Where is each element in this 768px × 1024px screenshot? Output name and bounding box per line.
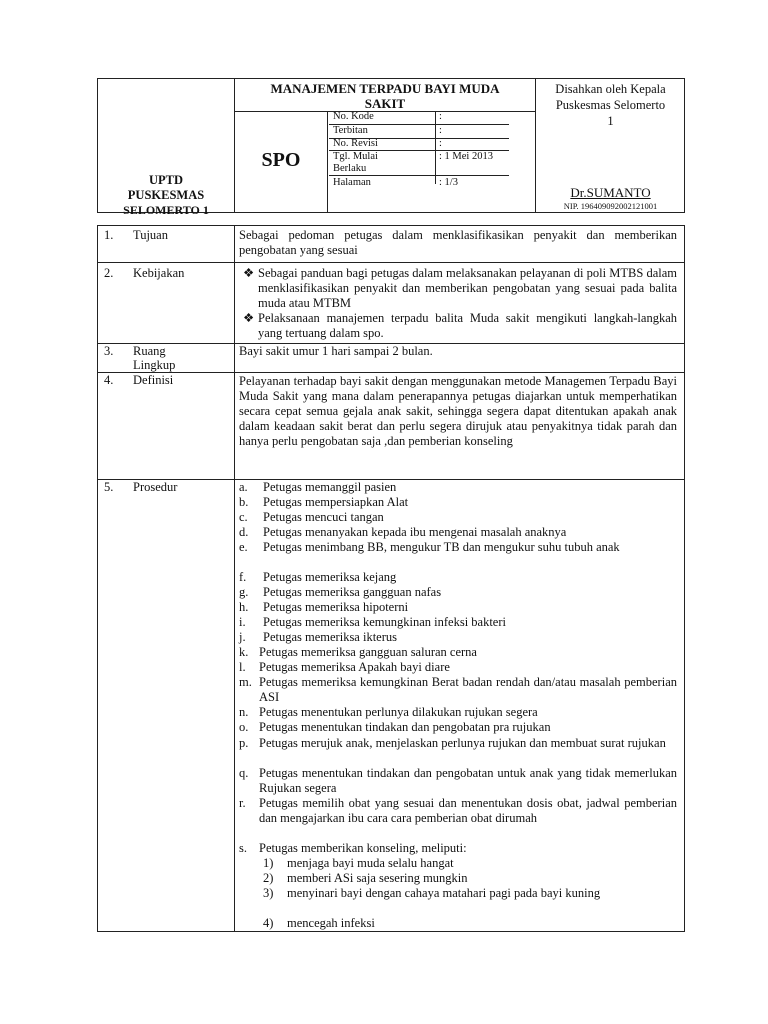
row-number: 1. [104,228,114,242]
title-cell [235,79,535,212]
approval-line-1: Disahkan oleh Kepala [555,82,666,96]
approval-cell [535,79,685,212]
step-marker: p. [239,736,249,750]
step-text: Petugas memeriksa gangguan nafas [263,585,442,599]
org-line-3: SELOMERTO 1 [123,203,209,217]
ruang-lingkup-text: Bayi sakit umur 1 hari sampai 2 bulan. [239,344,433,358]
row-label: Definisi [133,373,174,387]
step-marker: h. [239,600,249,614]
step-marker: d. [239,525,249,539]
row-definisi [98,373,684,479]
step-marker: c. [239,510,248,524]
step-marker: e. [239,540,248,554]
spo-label: SPO [261,149,301,171]
meta-label: No. Kode [333,111,374,122]
meta-value: : [439,125,442,136]
step-marker: a. [239,480,248,494]
substep-text: menyinari bayi dengan cahaya matahari pagi pada bayi kuning [287,886,601,900]
meta-label: Tgl. Mulai [333,151,378,162]
spo-divider [327,111,328,212]
meta-value: : 1/3 [439,177,458,188]
substep-text: memberi ASi saja sesering mungkin [287,871,468,885]
substep-marker: 1) [263,856,274,870]
definisi-text: Pelayanan terhadap bayi sakit dengan menggunakan metode Managemen Terpadu Bayi Muda Sakit yang mana dalam penerapannya petugas diajarkan untuk memperhatikan secara cepat semua gejala anak sakit, sehingga segera dapat ditentukan apakah anak dalam keadaan sakit berat dan perlu segera dirujuk atau penyakitnya tidak parah dan hanya perlu pengobatan saja ,dan pemberian konseling [239,374,677,448]
header-table [97,78,685,217]
step-text: Petugas menentukan tindakan dan pengobatan untuk anak yang tidak memerlukan Rujukan segera [259,766,677,795]
step-marker: n. [239,705,249,719]
doctor-name: Dr.SUMANTO [570,185,651,200]
meta-label: Halaman [333,177,371,188]
step-marker: q. [239,766,249,780]
meta-value: : [439,138,442,149]
step-marker: k. [239,645,249,659]
step-marker: f. [239,570,247,584]
step-text: Petugas mencuci tangan [263,510,384,524]
row-tujuan [98,226,684,262]
substep-text: mencegah infeksi [287,916,375,930]
org-line-2: PUSKESMAS [127,188,205,202]
row-number: 3. [104,344,114,358]
substep-marker: 4) [263,916,274,930]
substep-text: menjaga bayi muda selalu hangat [287,856,454,870]
step-text: Petugas merujuk anak, menjelaskan perlunya rujukan dan membuat surat rujukan [259,736,666,750]
approval-line-2: Puskesmas Selomerto [555,98,666,112]
meta-divider [435,111,436,184]
step-marker: b. [239,495,249,509]
step-text: Petugas memeriksa kemungkinan Berat badan rendah dan/atau masalah pemberian ASI [259,675,677,704]
substep-marker: 2) [263,871,274,885]
step-text: Petugas memilih obat yang sesuai dan menentukan dosis obat, jadwal pemberian dan mengajarkan ibu cara cara pemberian obat dirumah [259,796,677,825]
step-text: Petugas menanyakan kepada ibu mengenai masalah anaknya [263,525,567,539]
approval-text [536,81,685,129]
meta-label: No. Revisi [333,138,378,149]
step-marker: g. [239,585,249,599]
document-title [235,81,535,111]
bullet-text: Sebagai panduan bagi petugas dalam melaksanakan pelayanan di poli MTBS dalam menklasifikasikan penyakit dan memberikan pengobatan yang sesuai pada balita muda atau MTBM [258,266,677,310]
title-line-1: MANAJEMEN TERPADU BAYI MUDA [270,81,500,96]
step-text: Petugas menentukan perlunya dilakukan rujukan segera [259,705,538,719]
meta-line [329,175,509,176]
row-prosedur [98,480,684,931]
step-marker: m. [239,675,252,689]
meta-label: Terbitan [333,125,368,136]
approval-line-3: 1 [607,114,614,128]
row-number: 4. [104,373,114,387]
step-text: Petugas memanggil pasien [263,480,397,494]
row-label-line-2: Lingkup [133,358,176,372]
step-text: Petugas memeriksa hipoterni [263,600,409,614]
step-text: Petugas menentukan tindakan dan pengobatan pra rujukan [259,720,551,734]
step-marker: l. [239,660,246,674]
row-ruang-lingkup [98,344,684,372]
tujuan-text: Sebagai pedoman petugas dalam menklasifikasikan penyakit dan memberikan pengobatan yang sesuai [239,228,677,257]
step-text: Petugas memeriksa gangguan saluran cerna [259,645,477,659]
diamond-bullet-icon: ❖ [243,311,255,325]
diamond-bullet-icon: ❖ [243,266,255,280]
step-text: Petugas memeriksa kejang [263,570,397,584]
step-text: Petugas menimbang BB, mengukur TB dan mengukur suhu tubuh anak [263,540,620,554]
procedure-table [97,225,685,932]
step-text: Petugas mempersiapkan Alat [263,495,409,509]
row-label: Prosedur [133,480,178,494]
step-text: Petugas memberikan konseling, meliputi: [259,841,467,855]
row-label: Tujuan [133,228,168,242]
row-number: 5. [104,480,114,494]
step-marker: r. [239,796,246,810]
meta-value: : [439,111,442,122]
step-text: Petugas memeriksa ikterus [263,630,397,644]
doctor-nip: NIP. 196409092002121001 [563,201,658,211]
bullet-text: Pelaksanaan manajemen terpadu balita Muda sakit mengikuti langkah-langkah yang tertuang dalam spo. [258,311,677,340]
meta-label: Berlaku [333,163,367,174]
step-marker: j. [239,630,246,644]
step-text: Petugas memeriksa Apakah bayi diare [259,660,450,674]
org-line-1: UPTD [148,173,184,187]
step-text: Petugas memeriksa kemungkinan infeksi bakteri [263,615,506,629]
row-number: 2. [104,266,114,280]
substep-marker: 3) [263,886,274,900]
step-marker: o. [239,720,249,734]
step-marker: i. [239,615,246,629]
row-kebijakan [98,263,684,343]
row-label-line-1: Ruang [133,344,166,358]
meta-value: : 1 Mei 2013 [439,151,493,162]
org-cell [98,79,235,217]
row-label: Kebijakan [133,266,185,280]
step-marker: s. [239,841,247,855]
title-line-2: SAKIT [364,96,406,111]
